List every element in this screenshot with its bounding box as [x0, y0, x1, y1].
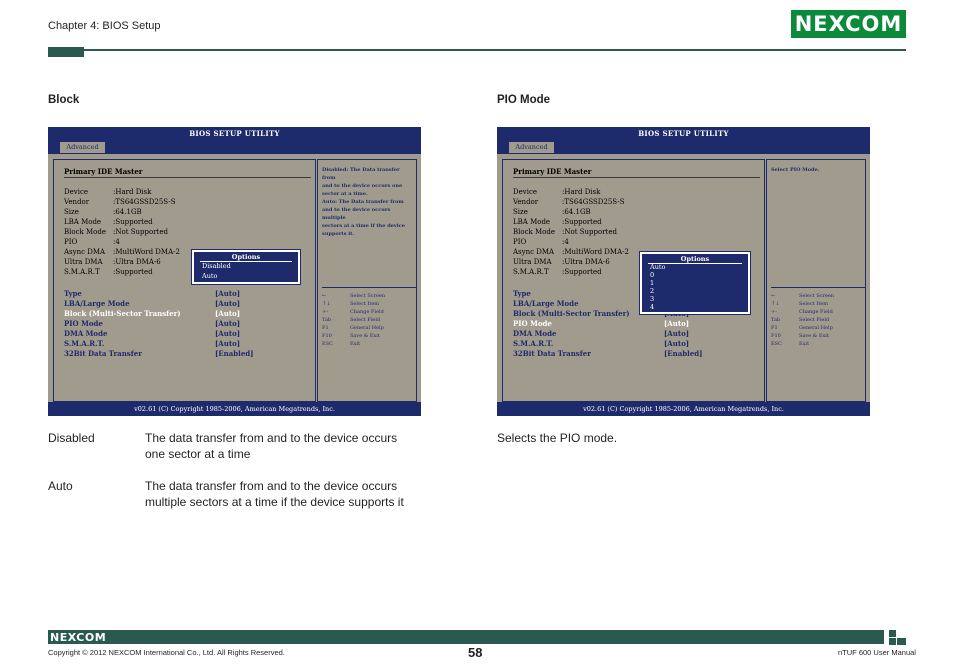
setting-label: Type: [513, 289, 531, 298]
info-key: Size: [64, 208, 79, 216]
key-legend-divider: [771, 287, 865, 288]
key-name: ←: [322, 293, 327, 299]
key-name: +-: [771, 309, 777, 315]
desc-text-auto-1: The data transfer from and to the device occurs: [145, 479, 398, 493]
key-name: ESC: [771, 341, 782, 347]
setting-label: PIO Mode: [64, 319, 103, 328]
key-name: ↑↓: [771, 301, 780, 307]
info-value: :Ultra DMA-6: [562, 258, 610, 266]
info-value: :Hard Disk: [113, 188, 152, 196]
info-value: :Hard Disk: [562, 188, 601, 196]
manual-title: nTUF 600 User Manual: [838, 648, 916, 657]
panel-title: Primary IDE Master: [64, 167, 143, 176]
option-auto[interactable]: Auto: [202, 272, 218, 280]
info-value: :TS64GSSD25S-S: [562, 198, 625, 206]
info-key: LBA Mode: [513, 218, 551, 226]
desc-pio-mode: Selects the PIO mode.: [497, 431, 618, 445]
copyright-text: Copyright © 2012 NEXCOM International Co., Ltd. All Rights Reserved.: [48, 648, 285, 657]
info-value: :4: [562, 238, 569, 246]
bios-screen-pio-mode: [497, 127, 870, 416]
section-title-pio-mode: PIO Mode: [497, 94, 551, 106]
info-value: :MultiWord DMA-2: [113, 248, 180, 256]
info-key: Device: [513, 188, 538, 196]
info-value: :MultiWord DMA-2: [562, 248, 629, 256]
setting-block-multi-sector[interactable]: [64, 309, 241, 318]
info-key: PIO: [64, 238, 78, 246]
setting-label: LBA/Large Mode: [513, 299, 579, 308]
setting-type[interactable]: [513, 289, 531, 298]
panel-divider: [513, 177, 760, 178]
setting-value: [Auto]: [664, 339, 690, 348]
tab-advanced[interactable]: Advanced: [509, 142, 554, 153]
option-3[interactable]: 3: [650, 295, 655, 303]
info-key: Vendor: [64, 198, 90, 206]
footer-square: [897, 638, 906, 645]
key-desc: Exit: [799, 341, 810, 347]
key-desc: General Help: [350, 325, 384, 331]
key-name: ←: [771, 293, 776, 299]
setting-dma-mode[interactable]: [64, 329, 241, 338]
bios-footer: v02.61 (C) Copyright 1985-2006, American Megatrends, Inc.: [48, 402, 421, 416]
setting-label: DMA Mode: [513, 329, 557, 338]
setting-lba-large-mode[interactable]: [513, 299, 579, 308]
help-line: supports it.: [322, 231, 355, 237]
setting-label: Block (Multi-Sector Transfer): [513, 309, 630, 318]
footer-square: [889, 638, 896, 645]
setting-smart[interactable]: [64, 339, 241, 348]
key-desc: Save & Exit: [799, 333, 829, 339]
help-line: sectors at a time if the device: [322, 223, 405, 229]
info-key: S.M.A.R.T: [64, 268, 100, 276]
key-desc: Select Item: [799, 301, 829, 307]
key-name: ↑↓: [322, 301, 331, 307]
help-line: and to the device occurs multiple: [322, 207, 391, 221]
key-desc: Change Field: [350, 309, 384, 315]
setting-value: [Auto]: [215, 329, 241, 338]
chapter-title: Chapter 4: BIOS Setup: [48, 20, 161, 32]
header-accent-block: [48, 47, 84, 57]
key-desc: Change Field: [799, 309, 833, 315]
info-key: Size: [513, 208, 528, 216]
info-key: LBA Mode: [64, 218, 102, 226]
info-value: :Not Supported: [113, 228, 168, 236]
bios-help-panel: [317, 159, 417, 402]
setting-label: 32Bit Data Transfer: [513, 349, 591, 358]
setting-32bit-transfer[interactable]: [513, 349, 703, 358]
bios-help-panel: [766, 159, 866, 402]
bios-tabbar: [497, 141, 870, 154]
help-text: [771, 166, 863, 174]
bios-tabbar: [48, 141, 421, 154]
panel-divider: [64, 177, 311, 178]
section-title-block: Block: [48, 94, 80, 106]
desc-term-disabled: Disabled: [48, 431, 95, 445]
key-desc: Select Field: [799, 317, 830, 323]
setting-value: [Auto]: [215, 339, 241, 348]
setting-value: [Auto]: [215, 299, 241, 308]
bios-footer: v02.61 (C) Copyright 1985-2006, American Megatrends, Inc.: [497, 402, 870, 416]
option-4[interactable]: 4: [650, 303, 655, 311]
info-key: Block Mode: [513, 228, 555, 236]
desc-text-disabled-1: The data transfer from and to the device occurs: [145, 431, 398, 445]
options-popup: [192, 250, 300, 284]
key-name: F1: [322, 325, 329, 331]
footer-bar: [48, 630, 884, 644]
panel-title: Primary IDE Master: [513, 167, 592, 176]
bios-screen-block: [48, 127, 421, 416]
info-value: :TS64GSSD25S-S: [113, 198, 176, 206]
setting-value: [Auto]: [664, 329, 690, 338]
setting-value: [Enabled]: [664, 349, 703, 358]
help-line: Disabled: The Data transfer from: [322, 167, 400, 181]
info-value: :64.1GB: [113, 208, 142, 216]
key-desc: General Help: [799, 325, 833, 331]
setting-label: Block (Multi-Sector Transfer): [64, 309, 181, 318]
info-value: :Ultra DMA-6: [113, 258, 161, 266]
info-key: Device: [64, 188, 89, 196]
key-desc: Select Field: [350, 317, 381, 323]
setting-32bit-transfer[interactable]: [64, 349, 254, 358]
setting-label: DMA Mode: [64, 329, 108, 338]
key-legend-divider: [322, 287, 416, 288]
desc-text-auto-2: multiple sectors at a time if the device supports it: [145, 495, 404, 509]
setting-value: [Enabled]: [215, 349, 254, 358]
key-name: F10: [771, 333, 781, 339]
setting-label: Type: [64, 289, 82, 298]
key-desc: Select Screen: [799, 293, 835, 299]
info-value: :Supported: [113, 218, 153, 226]
info-value: :64.1GB: [562, 208, 591, 216]
key-name: F1: [771, 325, 778, 331]
footer-square: [889, 630, 896, 637]
key-desc: Select Screen: [350, 293, 386, 299]
option-2[interactable]: 2: [650, 287, 655, 295]
option-auto[interactable]: Auto: [650, 263, 666, 271]
bios-title: BIOS SETUP UTILITY: [48, 127, 421, 141]
key-desc: Exit: [350, 341, 361, 347]
help-text: [322, 166, 414, 238]
page-number: 58: [468, 645, 483, 660]
option-1[interactable]: 1: [650, 279, 655, 287]
setting-type[interactable]: [64, 289, 241, 298]
key-name: Tab: [322, 317, 332, 323]
info-key: Async DMA: [513, 248, 555, 256]
info-value: :4: [113, 238, 120, 246]
options-title: Options: [680, 255, 710, 263]
info-key: Async DMA: [64, 248, 106, 256]
setting-label: LBA/Large Mode: [64, 299, 130, 308]
setting-lba-large-mode[interactable]: [64, 299, 241, 308]
info-value: :Supported: [562, 218, 602, 226]
setting-dma-mode[interactable]: [513, 329, 690, 338]
tab-advanced[interactable]: Advanced: [60, 142, 105, 153]
option-0[interactable]: 0: [650, 271, 655, 279]
key-desc: Select Item: [350, 301, 380, 307]
bios-title: BIOS SETUP UTILITY: [497, 127, 870, 141]
option-disabled[interactable]: Disabled: [202, 262, 231, 270]
setting-pio-mode[interactable]: [513, 319, 690, 328]
footer-logo: NEXCOM: [50, 631, 107, 644]
setting-label: S.M.A.R.T.: [513, 339, 554, 348]
setting-value: [Auto]: [215, 319, 241, 328]
key-desc: Save & Exit: [350, 333, 380, 339]
setting-label: PIO Mode: [513, 319, 552, 328]
options-popup: [640, 252, 750, 314]
key-name: F10: [322, 333, 332, 339]
help-line: sector at a time.: [322, 191, 368, 197]
info-key: Vendor: [513, 198, 539, 206]
key-name: ESC: [322, 341, 333, 347]
info-key: S.M.A.R.T: [513, 268, 549, 276]
setting-value: [Auto]: [664, 319, 690, 328]
info-key: Ultra DMA: [513, 258, 552, 266]
nexcom-logo: [791, 10, 906, 38]
setting-smart[interactable]: [513, 339, 690, 348]
info-value: :Supported: [562, 268, 602, 276]
setting-value: [Auto]: [215, 309, 241, 318]
help-line: Auto: The Data transfer from: [322, 199, 404, 205]
key-name: +-: [322, 309, 328, 315]
setting-block-multi-sector[interactable]: [513, 309, 630, 318]
setting-pio-mode[interactable]: [64, 319, 241, 328]
help-line: Select PIO Mode.: [771, 167, 820, 173]
info-value: :Not Supported: [562, 228, 617, 236]
info-key: PIO: [513, 238, 527, 246]
key-name: Tab: [771, 317, 781, 323]
setting-value: [Auto]: [215, 289, 241, 298]
help-line: and to the device occurs one: [322, 183, 403, 189]
setting-label: S.M.A.R.T.: [64, 339, 105, 348]
info-key: Ultra DMA: [64, 258, 103, 266]
info-key: Block Mode: [64, 228, 106, 236]
info-value: :Supported: [113, 268, 153, 276]
options-title: Options: [231, 253, 261, 261]
logo-text: NEXCOM: [794, 12, 903, 36]
setting-label: 32Bit Data Transfer: [64, 349, 142, 358]
header-rule: [48, 49, 906, 51]
desc-term-auto: Auto: [48, 479, 73, 493]
desc-text-disabled-2: one sector at a time: [145, 447, 251, 461]
